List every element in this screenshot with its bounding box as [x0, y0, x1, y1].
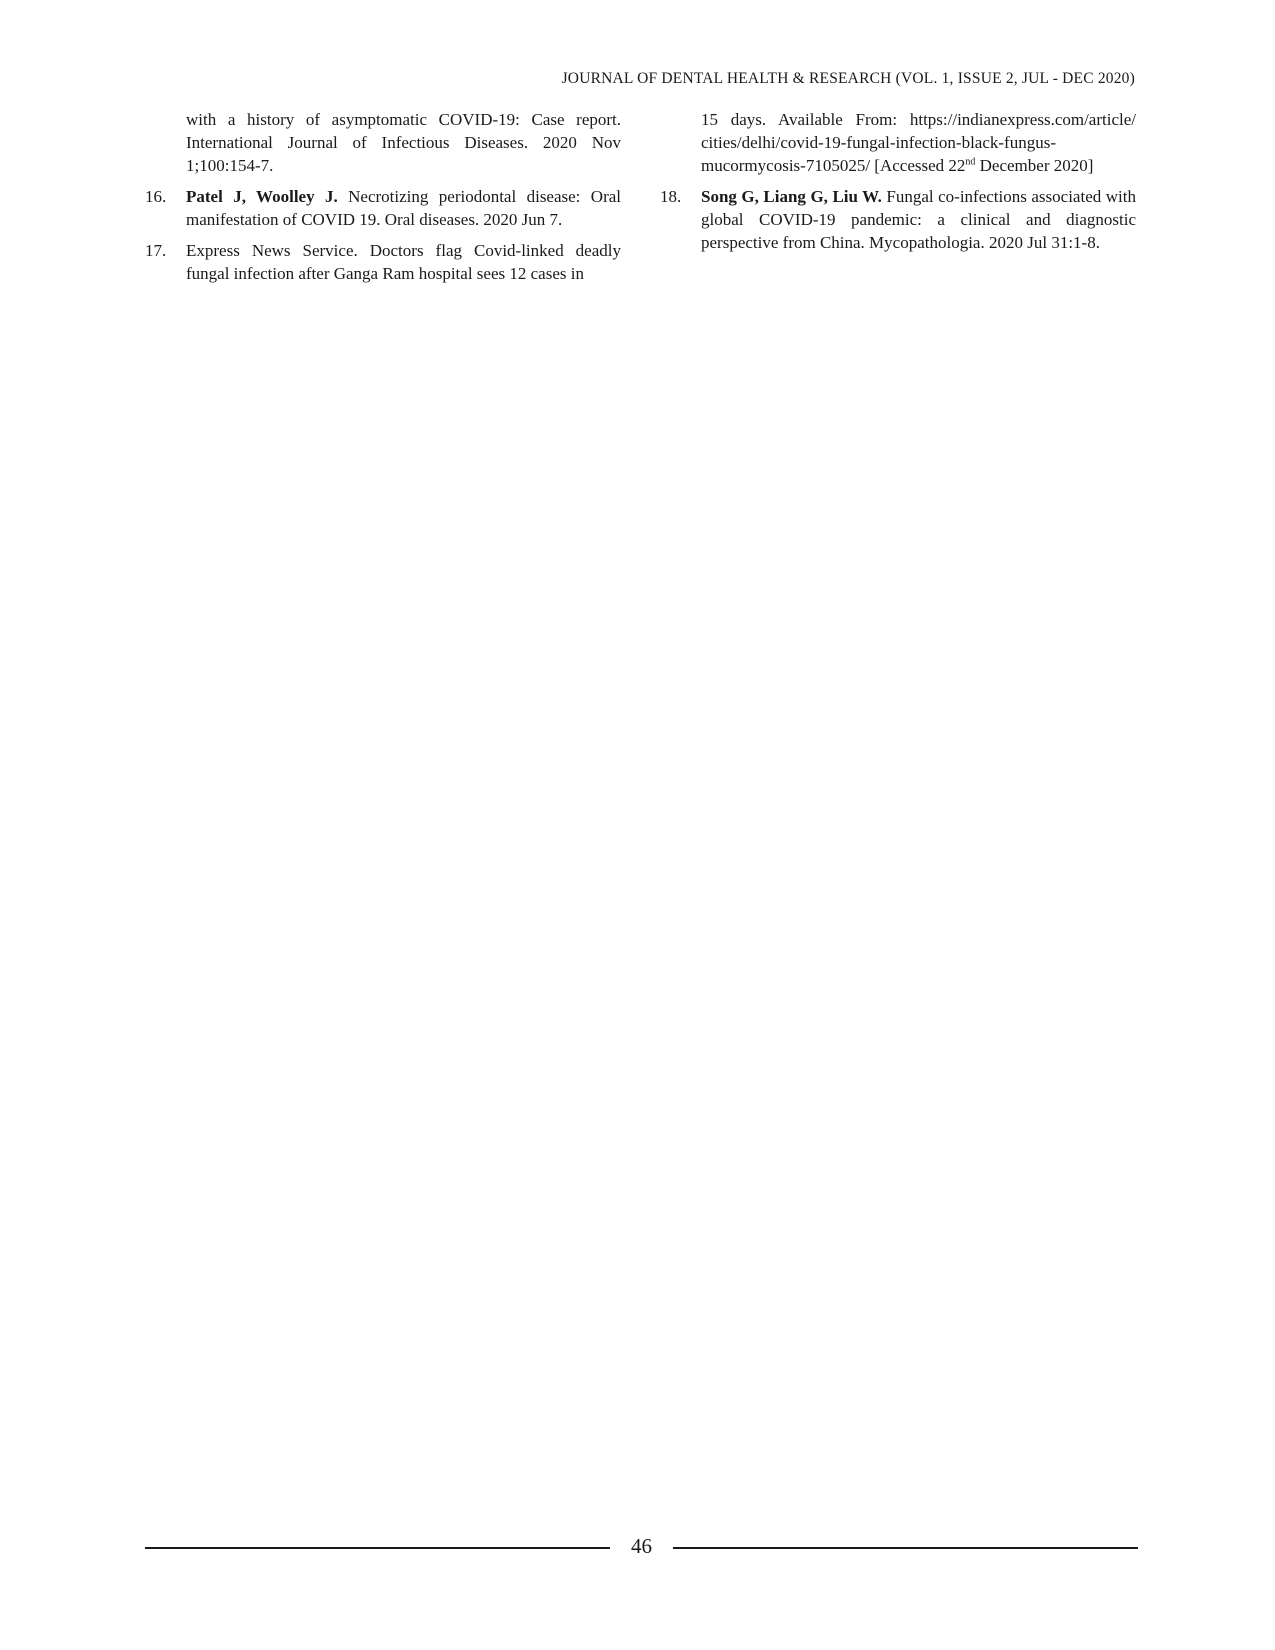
- reference-text: Necrotizing periodontal disease: Oral manifestation of COVID 19. Oral diseases. 2020 Jun 7.: [186, 187, 622, 229]
- reference-number: 16.: [145, 187, 167, 206]
- footer-rule-right: [673, 1547, 1138, 1549]
- reference-authors: Patel J, Woolley J.: [186, 187, 338, 206]
- reference-text: Fungal co-infections associated with global COVID-19 pandemic: a clinical and diagnostic perspective from China. Mycopathologia. 2020 Jul 31:1-8.: [701, 187, 1136, 252]
- reference-text: with a history of asymptomatic COVID-19: Case report. International Journal of Infectious Diseases. 2020 Nov 1;100:154-7.: [186, 110, 621, 175]
- reference-continuation: [145, 108, 621, 177]
- page-number: 46: [631, 1534, 652, 1558]
- running-header: JOURNAL OF DENTAL HEALTH & RESEARCH (VOL. 1, ISSUE 2, JUL - DEC 2020): [561, 70, 1135, 87]
- references-left-column: [145, 108, 621, 293]
- superscript-ordinal: nd: [965, 156, 976, 168]
- reference-text: 15 days. Available From: https://indianexpress.com/article/ cities/delhi/covid-19-fungal-infection-black-fungus-mucormycosis-7105025/ [Accessed 22: [701, 110, 1136, 175]
- reference-16: [145, 185, 621, 231]
- reference-18: [660, 185, 1136, 254]
- page-footer: [145, 1532, 1138, 1562]
- reference-17: [145, 239, 621, 285]
- reference-authors: Song G, Liang G, Liu W.: [701, 187, 882, 206]
- reference-text: Express News Service. Doctors flag Covid-linked deadly fungal infection after Ganga Ram hospital sees 12 cases in: [186, 241, 621, 283]
- reference-continuation: [660, 108, 1136, 177]
- footer-rule-left: [145, 1547, 610, 1549]
- references-right-column: [660, 108, 1136, 262]
- reference-number: 17.: [145, 241, 167, 260]
- reference-number: 18.: [660, 187, 682, 206]
- reference-text-end: December 2020]: [975, 156, 1094, 175]
